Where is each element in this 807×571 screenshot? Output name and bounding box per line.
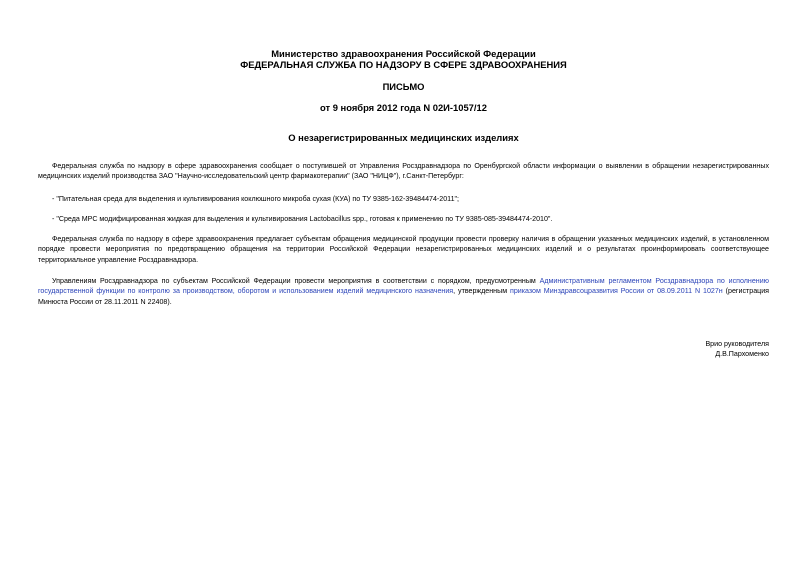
paragraph-proposal: Федеральная служба по надзору в сфере здравоохранения предлагает субъектам обращения медицинской продукции провести проверку наличия в обращении указанных медицинских изделий, в установленном порядке провести мероприятия по предотвращению обращения на территории Российской Федерации незарегистрированных медицинских изделий и о результатах проинформировать соответствующее территориальное управление Росздравнадзора.	[38, 235, 769, 264]
document-type: ПИСЬМО	[382, 81, 425, 92]
list-item-product-2: - "Среда МРС модифицированная жидкая для выделения и культивирования Lactobacillus spp., готовая к применению по ТУ 9385-085-39484474-2010".	[52, 215, 553, 223]
paragraph-intro: Федеральная служба по надзору в сфере здравоохранения сообщает о поступившей от Управления Росздравнадзора по Оренбургской области информации о выявлении в обращении незарегистрированных медицинских изделий производства ЗАО "Научно-исследовательский центр фармакотерапии" (ЗАО "НИЦФ"), г.Санкт-Петербург:	[38, 162, 769, 181]
ministry-name: Министерство здравоохранения Российской Федерации	[271, 48, 536, 59]
instructions-text-middle: , утвержденным	[453, 287, 510, 296]
regulation-link[interactable]: Административным регламентом Росздравнадзора по исполнению государственной функции по контролю за производством, оборотом и использованием изделий медицинского назначения	[38, 277, 769, 296]
order-link[interactable]: приказом Минздравсоцразвития России от 08.09.2011 N 1027н	[510, 287, 723, 296]
instructions-text-start: Управлениям Росздравнадзора по субъектам Российской Федерации провести мероприятия в соответствии с порядком, предусмотренным	[52, 277, 540, 285]
document-date-number: от 9 ноября 2012 года N 02И-1057/12	[320, 102, 487, 113]
document-subject: О незарегистрированных медицинских изделиях	[288, 132, 519, 143]
service-name: ФЕДЕРАЛЬНАЯ СЛУЖБА ПО НАДЗОРУ В СФЕРЕ ЗДРАВООХРАНЕНИЯ	[240, 59, 567, 70]
paragraph-instructions	[38, 276, 769, 307]
instructions-text-end: (регистрация Минюста России от 28.11.2011 N 22408).	[38, 287, 770, 306]
list-item-product-1: - "Питательная среда для выделения и культивирования коклюшного микроба сухая (КУА) по ТУ 9385-162-39484474-2011";	[52, 195, 460, 203]
document-page	[38, 0, 769, 571]
signatory-position: Врио руководителя	[705, 340, 769, 348]
signatory-name: Д.В.Пархоменко	[715, 350, 769, 358]
